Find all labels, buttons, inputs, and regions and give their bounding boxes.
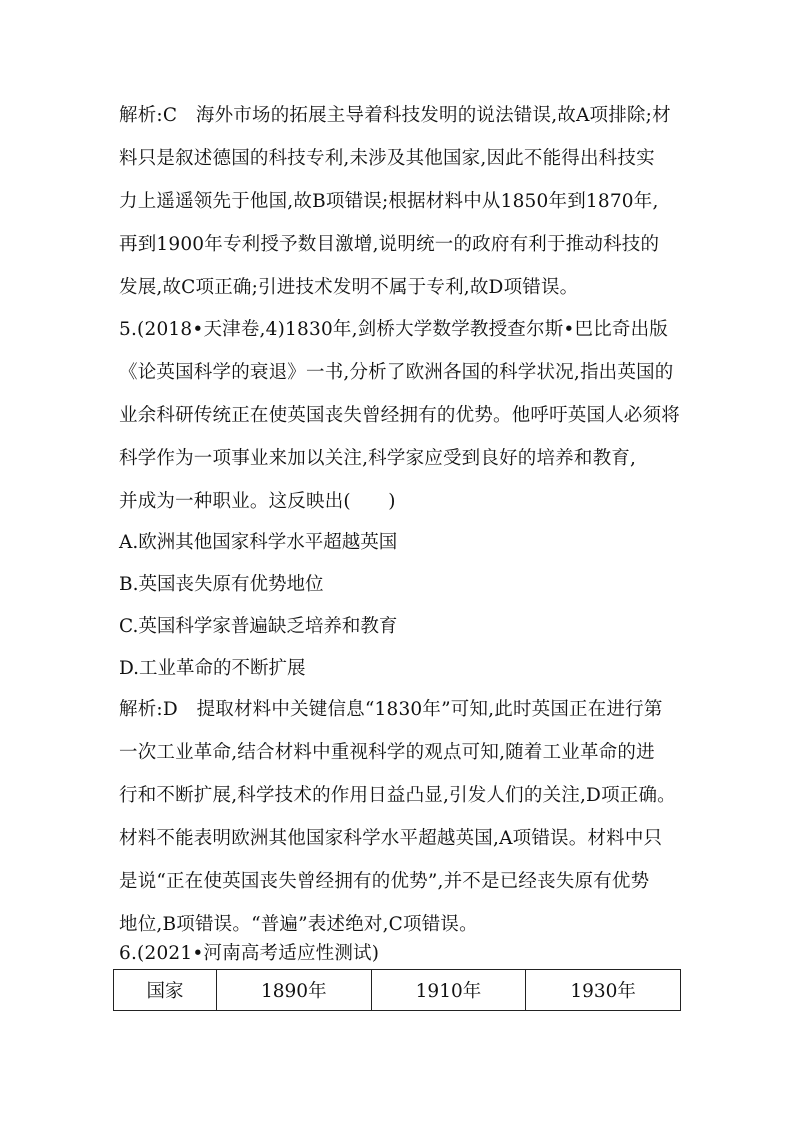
text-line: 解析:C 海外市场的拓展主导着科技发明的说法错误,故A项排除;材: [119, 105, 671, 126]
explanation-line: 是说“正在使英国丧失曾经拥有的优势”,并不是已经丧失原有优势: [119, 871, 650, 892]
option-b: B.英国丧失原有优势地位: [119, 574, 324, 595]
text-line: 发展,故C项正确;引进技术发明不属于专利,故D项错误。: [119, 277, 579, 298]
question-stem: 6.(2021•河南高考适应性测试): [119, 943, 380, 964]
question-stem-line: 业余科研传统正在使英国丧失曾经拥有的优势。他呼吁英国人必须将: [119, 405, 681, 426]
option-c: C.英国科学家普遍缺乏培养和教育: [119, 616, 398, 637]
option-d: D.工业革命的不断扩展: [119, 658, 306, 679]
explanation-line: 解析:D 提取材料中关键信息“1830年”可知,此时英国正在进行第: [119, 699, 663, 720]
explanation-line: 一次工业革命,结合材料中重视科学的观点可知,随着工业革命的进: [119, 742, 655, 763]
table-header-cell: 1930年: [526, 970, 681, 1011]
data-table: [113, 969, 681, 1011]
table-header-cell: 1890年: [216, 970, 371, 1011]
table-header-cell: 1910年: [371, 970, 526, 1011]
question-stem-line: 《论英国科学的衰退》一书,分析了欧洲各国的科学状况,指出英国的: [119, 362, 674, 383]
question-stem-line: 5.(2018•天津卷,4)1830年,剑桥大学数学教授查尔斯•巴比奇出版: [119, 319, 669, 340]
explanation-line: 行和不断扩展,科学技术的作用日益凸显,引发人们的关注,D项正确。: [119, 785, 676, 806]
table-header-cell: 国家: [114, 970, 217, 1011]
question-stem-line: 并成为一种职业。这反映出( ): [119, 491, 396, 512]
text-line: 料只是叙述德国的科技专利,未涉及其他国家,因此不能得出科技实: [119, 148, 655, 169]
question-stem-line: 科学作为一项事业来加以关注,科学家应受到良好的培养和教育,: [119, 448, 637, 469]
explanation-line: 地位,B项错误。“普遍”表述绝对,C项错误。: [119, 914, 478, 935]
table-header-row: [114, 970, 681, 1011]
text-line: 力上遥遥领先于他国,故B项错误;根据材料中从1850年到1870年,: [119, 191, 659, 212]
option-a: A.欧洲其他国家科学水平超越英国: [119, 532, 398, 553]
explanation-line: 材料不能表明欧洲其他国家科学水平超越英国,A项错误。材料中只: [119, 828, 663, 849]
text-line: 再到1900年专利授予数目激增,说明统一的政府有利于推动科技的: [119, 234, 660, 255]
